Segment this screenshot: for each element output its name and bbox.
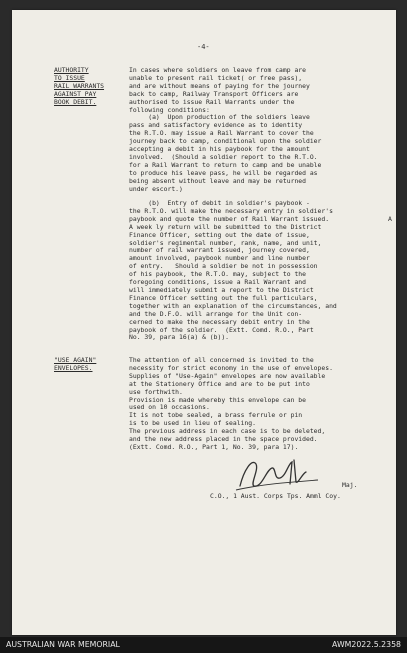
- paragraph-rail-warrants-a: In cases where soldiers on leave from camp are unable to present rail ticket( or free pass), and are without means of paying for the journey back to camp, Railway Transport Officers are authorised to issue Rail Warrants under the following conditions: (a) Upon production of the soldiers leave pass and satisfactory evidence as to identity the R.T.O. may issue a Rail Warrant to cover the journey back to camp, conditional upon the soldier accepting a debit in his paybook for the amount involved. (Should a soldier report to the R.T.O. for a Rail Warrant to return to camp and be unable to produce his leave pass, he will be regarded as being absent without leave and may be returned under escort.): [129, 66, 322, 193]
- footer-accession-number: AWM2022.5.2358: [332, 640, 401, 649]
- margin-note-authority: AUTHORITY TO ISSUE RAIL WARRANTS AGAINST PAY BOOK DEBIT.: [54, 66, 105, 106]
- paragraph-envelopes: The attention of all concerned is invited to the necessity for strict economy in the use of envelopes. Supplies of "Use-Again" envelopes are now available at the Stationery Office and are to be put into use forthwith. Provision is made whereby this envelope can be used on 10 occasions. It is not tobe sealed, a brass ferrule or pin is to be used in lieu of sealing. The previous address in each case is to be deleted, and the new address placed in the space provided. (Extt. Comd. R.O., Part 1, No. 39, para 17).: [129, 356, 333, 451]
- handwritten-signature: [232, 450, 322, 498]
- signature-line: C.O., 1 Aust. Corps Tps. Amml Coy.: [210, 492, 341, 500]
- paragraph-rail-warrants-b: (b) Entry of debit in soldier's paybook - the R.T.O. will make the necessary entry in soldier's paybook and quote the number of Rail Warrant issued. A week ly return will be submitted to the District Finance Officer, setting out the date of issue, soldier's regimental number, rank, name, and unit, number of rail warrant issued, journey covered, amount involved, paybook number and line number of entry. Should a soldier be not in possession of his paybook, the R.T.O. may, subject to the foregoing conditions, issue a Rail Warrant and will immediately submit a report to the District Finance Officer setting out the full particulars, together with an explanation of the circumstances, and and the D.F.O. will arrange for the Unit con- cerned to make the necessary debit entry in the paybook of the soldier. (Extt. Comd. R.O., Part No. 39, para 16(a) & (b)).: [129, 199, 337, 342]
- footer-institution: AUSTRALIAN WAR MEMORIAL: [6, 640, 120, 649]
- document-page: [12, 10, 396, 635]
- signature-rank: Maj.: [342, 481, 358, 489]
- archive-footer: [0, 637, 407, 653]
- page-number: -4-: [197, 43, 210, 51]
- side-mark: A: [388, 215, 392, 223]
- margin-note-envelopes: "USE AGAIN" ENVELOPES.: [54, 356, 97, 372]
